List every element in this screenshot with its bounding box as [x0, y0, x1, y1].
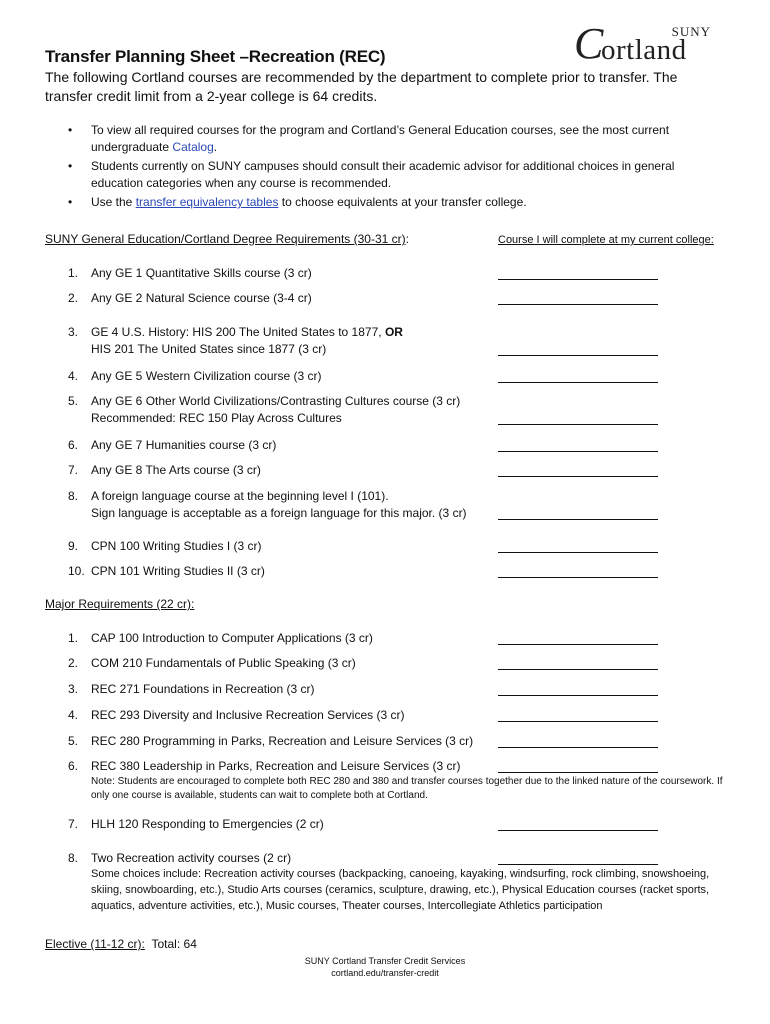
major-item-8-note: Some choices include: Recreation activity courses (backpacking, canoeing, kayaking, windsurfing, rock climbing, snowshoeing, skiing, snowboarding, etc.), Studio Arts courses (ceramics, sculpture, drawing, etc.), Physical Education courses (racket sports, aquatics, adventure activities, etc.), Music courses, Theater courses, Intercollegiate Athletics participation	[91, 868, 710, 912]
major-item-6-note: Note: Students are encouraged to complete both REC 280 and 380 and transfer courses together due to the linked nature of the coursework. If only one course is available, students can wait to complete both at Cortland.	[91, 776, 723, 801]
ge-item-3-blank[interactable]	[498, 355, 658, 356]
suny-cortland-logo	[574, 19, 719, 68]
major-item-1-blank[interactable]	[498, 644, 658, 645]
footer-url: cortland.edu/transfer-credit	[331, 968, 439, 978]
info-bullet-list	[68, 122, 708, 213]
ge-section-heading: SUNY General Education/Cortland Degree Requirements (30-31 cr):	[45, 232, 409, 246]
bullet-icon: •	[68, 159, 73, 173]
ge-item-5-blank[interactable]	[498, 424, 658, 425]
major-item-8-blank[interactable]	[498, 864, 658, 865]
elective-line: Elective (11-12 cr): Total: 64	[45, 937, 197, 951]
ge-item-10-blank[interactable]	[498, 577, 658, 578]
total-credits: Total: 64	[151, 937, 197, 951]
ge-item-8-blank[interactable]	[498, 519, 658, 520]
ge-item-6-blank[interactable]	[498, 451, 658, 452]
ge-item-4-blank[interactable]	[498, 382, 658, 383]
logo-suny-text: SUNY	[671, 24, 711, 39]
major-item-3-blank[interactable]	[498, 695, 658, 696]
bullet-icon: •	[68, 123, 73, 137]
logo-c-letter: C	[574, 19, 604, 68]
bullet-equivalency: • Use the transfer equivalency tables to choose equivalents at your transfer college.	[68, 195, 527, 209]
major-item-4-blank[interactable]	[498, 721, 658, 722]
major-item-6-blank[interactable]	[498, 772, 658, 773]
ge-item-2-blank[interactable]	[498, 304, 658, 305]
footer	[0, 955, 770, 979]
footer-office: SUNY Cortland Transfer Credit Services	[304, 956, 466, 966]
column-heading: Course I will complete at my current college:	[498, 234, 714, 246]
bullet-icon: •	[68, 195, 73, 209]
ge-item-1-blank[interactable]	[498, 279, 658, 280]
page-title: Transfer Planning Sheet –Recreation (REC)	[45, 47, 386, 66]
logo-ortland-text: ortland	[601, 34, 687, 66]
ge-item-9-blank[interactable]	[498, 552, 658, 553]
ge-item-7-blank[interactable]	[498, 476, 658, 477]
transfer-equivalency-link[interactable]: transfer equivalency tables	[135, 195, 279, 209]
major-item-7-blank[interactable]	[498, 830, 658, 831]
catalog-link[interactable]: Catalog	[172, 140, 214, 154]
bullet-suny-advisor: • Students currently on SUNY campuses should consult their academic advisor for additional choices in general education categories when any course is recommended.	[68, 159, 675, 190]
major-item-2-blank[interactable]	[498, 669, 658, 670]
intro-paragraph: The following Cortland courses are recommended by the department to complete prior to transfer. The transfer credit limit from a 2-year college is 64 credits.	[45, 69, 678, 104]
major-section-heading: Major Requirements (22 cr):	[45, 597, 195, 611]
bullet-catalog: • To view all required courses for the program and Cortland’s General Education courses, see the most current undergraduate Catalog.	[68, 123, 670, 154]
major-item-5-blank[interactable]	[498, 747, 658, 748]
